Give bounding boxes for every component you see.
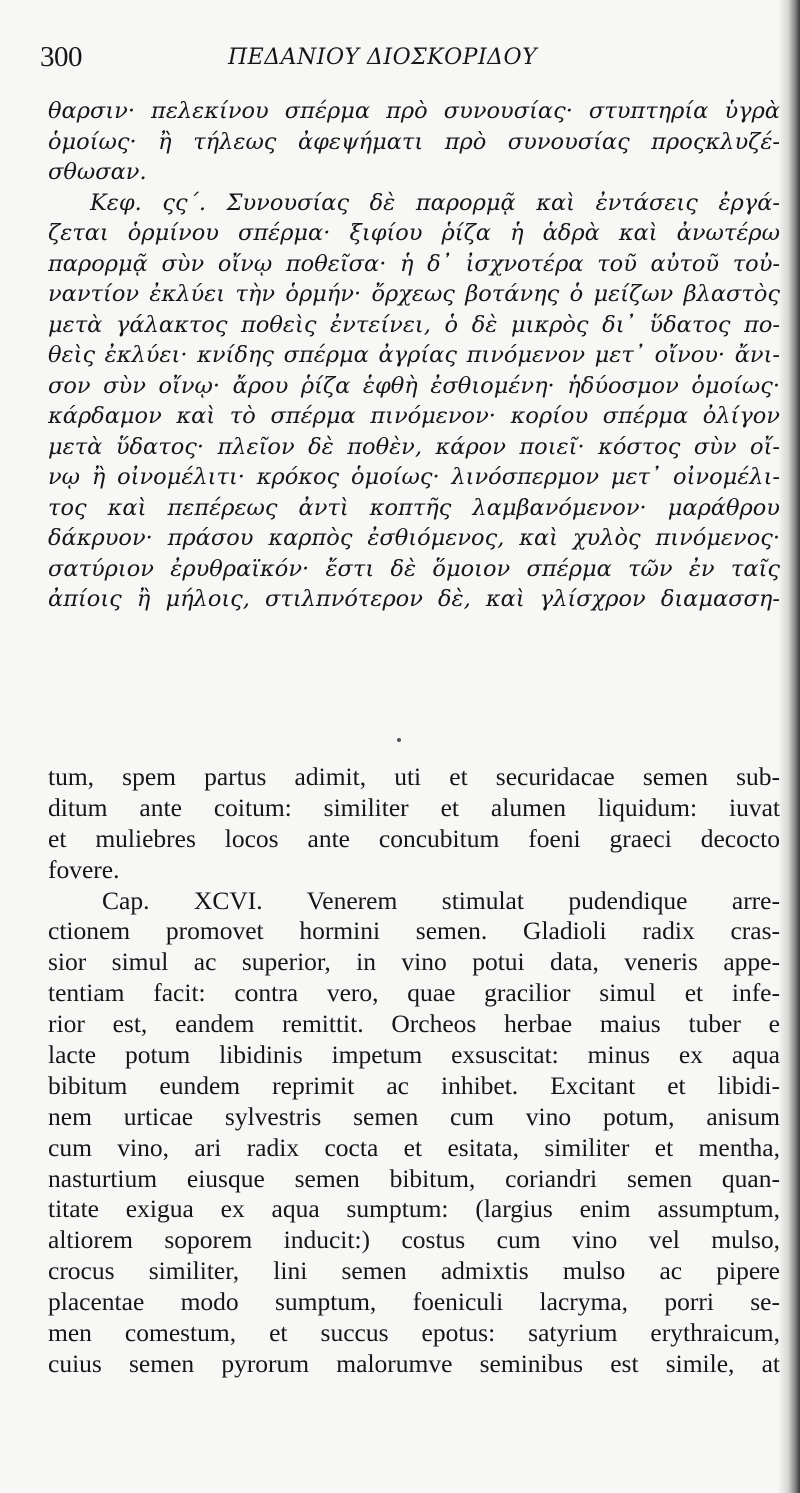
latin-line: sior simul ac superior, in vino potui data, veneris appe- [48,947,780,977]
greek-line: σθωσαν. [48,159,147,185]
latin-line: titate exigua ex aqua sumptum: (largius enim assumptum, [48,1194,780,1224]
running-head: ΠΕΔΑΝΙΟΥ ΔΙΟΣΚΟΡΙΔΟΥ [228,45,538,70]
latin-line: lacte potum libidinis impetum exsuscitat: minus ex aqua [48,1040,780,1070]
divider-dot [397,738,401,742]
greek-line: ἀπίοις ἢ μήλοις, στιλπνότερον δὲ, καὶ γλίσχρον διαμασση- [48,586,780,612]
greek-line: δάκρυον· πράσου καρπὸς ἐσθιόμενος, καὶ χυλὸς πινόμενος· [48,525,780,551]
greek-line: κάρδαμον καὶ τὸ σπέρμα πινόμενον· κορίου σπέρμα ὀλίγον [48,403,780,429]
latin-line: tentiam facit: contra vero, quae gracilior simul et infe- [48,978,780,1008]
latin-line: ditum ante coitum: similiter et alumen liquidum: iuvat [48,792,780,822]
greek-line: νῳ ἢ οἰνομέλιτι· κρόκος ὁμοίως· λινόσπερμον μετ᾽ οἰνομέλι- [48,464,780,490]
greek-line: σατύριον ἐρυθραϊκόν· ἔστι δὲ ὅμοιον σπέρμα τῶν ἐν ταῖς [48,555,780,582]
latin-line: rior est, eandem remittit. Orcheos herbae maius tuber e [48,1009,780,1039]
greek-line: μετὰ γάλακτος ποθεὶς ἐντείνει, ὁ δὲ μικρὸς δι᾽ ὕδατος πο- [48,311,780,338]
greek-line: ζεται ὁρμίνου σπέρμα· ξιφίου ῥίζα ἡ ἁδρὰ καὶ ἀνωτέρω [48,220,780,246]
latin-line: fovere. [48,854,120,884]
latin-line: crocus similiter, lini semen admixtis mulso ac pipere [48,1256,780,1286]
page-number: 300 [40,41,82,73]
greek-line: θεὶς ἐκλύει· κνίδης σπέρμα ἀγρίας πινόμενον μετ᾽ οἴνου· ἄνι- [48,342,780,368]
page-header [40,38,780,78]
latin-line: men comestum, et succus epotus: satyrium erythraicum, [48,1318,780,1348]
greek-line: ὁμοίως· ἢ τήλεως ἀφεψήματι πρὸ συνουσίας προςκλυζέ- [48,128,780,155]
greek-line: παρορμᾷ σὺν οἴνῳ ποθεῖσα· ἡ δ᾽ ἰσχνοτέρα τοῦ αὐτοῦ τοὐ- [48,250,780,277]
latin-line: placentae modo sumptum, foeniculi lacryma, porri se- [48,1287,780,1317]
greek-text [48,96,780,716]
latin-line: nasturtium eiusque semen bibitum, coriandri semen quan- [48,1163,780,1193]
latin-line: ctionem promovet hormini semen. Gladioli radix cras- [48,916,780,946]
greek-line: σον σὺν οἴνῳ· ἄρου ῥίζα ἑφθὴ ἐσθιομένη· ἡδύοσμον ὁμοίως· [48,372,780,399]
page-gutter-shadow [778,0,800,1493]
latin-line: nem urticae sylvestris semen cum vino potum, anisum [48,1101,780,1131]
latin-line: bibitum eundem reprimit ac inhibet. Excitant et libidi- [48,1070,780,1100]
latin-line: cum vino, ari radix cocta et esitata, similiter et mentha, [48,1132,780,1162]
latin-text [48,762,780,1482]
greek-line: μετὰ ὕδατος· πλεῖον δὲ ποθὲν, κάρον ποιεῖ· κόστος σὺν οἴ- [48,433,780,460]
greek-line: ναντίον ἐκλύει τὴν ὁρμήν· ὄρχεως βοτάνης ὁ μείζων βλαστὸς [48,281,780,307]
latin-line: cuius semen pyrorum malorumve seminibus est simile, at [48,1348,780,1378]
greek-chapter-heading-line: Κεφ. ςς΄. Συνουσίας δὲ παρορμᾷ καὶ ἐντάσεις ἐργά- [90,189,780,216]
greek-line: θαρσιν· πελεκίνου σπέρμα πρὸ συνουσίας· στυπτηρία ὑγρὰ [48,98,780,124]
latin-chapter-heading-line: Cap. XCVI. Venerem stimulat pudendique arre- [102,885,780,915]
latin-line: et muliebres locos ante concubitum foeni graeci decocto [48,823,780,853]
latin-line: altiorem soporem inducit:) costus cum vino vel mulso, [48,1225,780,1255]
greek-line: τος καὶ πεπέρεως ἀντὶ κοπτῆς λαμβανόμενον· μαράθρου [48,494,780,521]
latin-line: tum, spem partus adimit, uti et securidacae semen sub- [48,762,780,791]
